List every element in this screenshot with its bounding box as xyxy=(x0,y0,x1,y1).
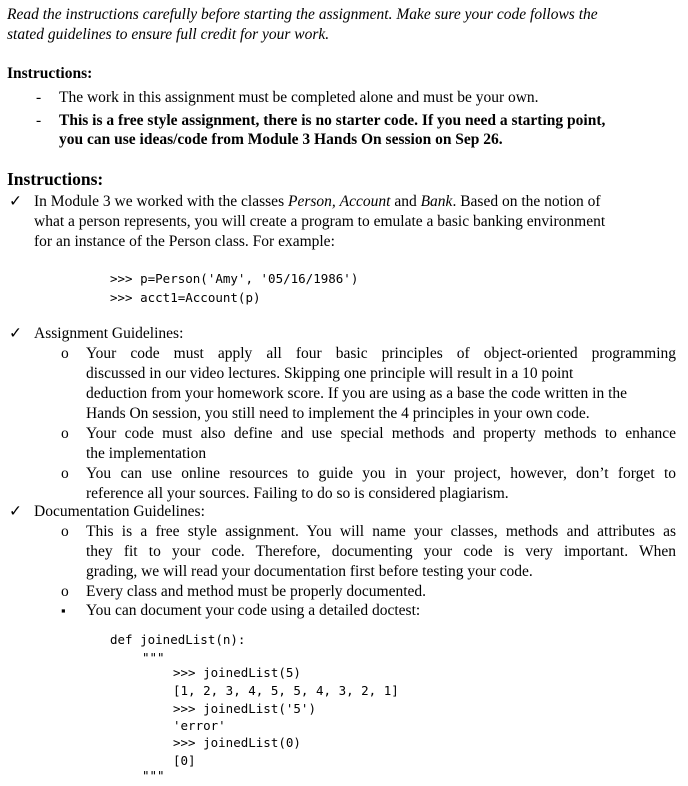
doc-guideline-3: You can document your code using a detailed doctest: xyxy=(86,602,421,619)
circle-bullet-icon: o xyxy=(61,425,69,442)
instructions-heading-2: Instructions: xyxy=(7,169,104,189)
guideline-1-line-3: deduction from your homework score. If you are using as a base the code written in the xyxy=(86,385,628,402)
guideline-1-line-2: discussed in our video lectures. Skipping one principle will result in a 10 point xyxy=(86,365,574,382)
code-doctest-line: >>> joinedList('5') xyxy=(173,701,316,716)
guideline-2-line-2: the implementation xyxy=(86,445,207,462)
instructions-heading-1: Instructions: xyxy=(7,65,93,82)
dash-bullet: - xyxy=(36,89,42,106)
instruction-item-2-line-2: you can use ideas/code from Module 3 Hands On session on Sep 26. xyxy=(59,131,503,148)
circle-bullet-icon: o xyxy=(61,345,69,362)
documentation-guidelines-heading: Documentation Guidelines: xyxy=(34,503,205,520)
module3-paragraph-line-3: for an instance of the Person class. For example: xyxy=(34,233,335,250)
guideline-3-line-2: reference all your sources. Failing to do so is considered plagiarism. xyxy=(86,485,509,502)
doc-guideline-2: Every class and method must be properly documented. xyxy=(86,583,427,600)
code-doctest-line: 'error' xyxy=(173,718,226,733)
code-doctest-line: [0] xyxy=(173,753,196,768)
guideline-1-line-1: Your code must apply all four basic principles of object-oriented programming xyxy=(86,345,676,362)
check-icon: ✓ xyxy=(9,325,22,342)
square-bullet-icon: ▪ xyxy=(61,603,66,618)
module3-paragraph-line-2: what a person represents, you will create a program to emulate a basic banking environment xyxy=(34,213,606,230)
instruction-item-2-line-1: This is a free style assignment, there is no starter code. If you need a starting point, xyxy=(59,112,606,129)
circle-bullet-icon: o xyxy=(61,523,69,540)
check-icon: ✓ xyxy=(9,503,22,520)
code-docstring-open: """ xyxy=(142,650,165,665)
check-icon: ✓ xyxy=(9,193,22,210)
guideline-3-line-1: You can use online resources to guide you in your project, however, don’t forget to xyxy=(86,465,676,482)
doc-guideline-1-line-2: they fit to your code. Therefore, documenting your code is very important. When xyxy=(86,543,676,560)
doc-guideline-1-line-1: This is a free style assignment. You will name your classes, methods and attributes as xyxy=(86,523,676,540)
code-docstring-close: """ xyxy=(142,768,165,783)
instruction-item-1: The work in this assignment must be completed alone and must be your own. xyxy=(59,89,539,106)
code-def-line: def joinedList(n): xyxy=(110,632,246,647)
code-doctest-line: >>> joinedList(5) xyxy=(173,665,301,680)
code-example-line-1: >>> p=Person('Amy', '05/16/1986') xyxy=(110,271,359,286)
dash-bullet: - xyxy=(36,112,42,129)
code-doctest-line: >>> joinedList(0) xyxy=(173,735,301,750)
intro-line-1: Read the instructions carefully before starting the assignment. Make sure your code follows the xyxy=(7,6,598,23)
guideline-1-line-4: Hands On session, you still need to implement the 4 principles in your own code. xyxy=(86,405,590,422)
circle-bullet-icon: o xyxy=(61,465,69,482)
guideline-2-line-1: Your code must also define and use special methods and property methods to enhance xyxy=(86,425,676,442)
module3-paragraph-line-1: In Module 3 we worked with the classes Person, Account and Bank. Based on the notion of xyxy=(34,193,601,210)
code-doctest-line: [1, 2, 3, 4, 5, 5, 4, 3, 2, 1] xyxy=(173,683,399,698)
code-example-line-2: >>> acct1=Account(p) xyxy=(110,290,261,305)
intro-line-2: stated guidelines to ensure full credit for your work. xyxy=(7,26,330,43)
assignment-guidelines-heading: Assignment Guidelines: xyxy=(34,325,184,342)
circle-bullet-icon: o xyxy=(61,583,69,600)
doc-guideline-1-line-3: grading, we will read your documentation first before testing your code. xyxy=(86,563,533,580)
